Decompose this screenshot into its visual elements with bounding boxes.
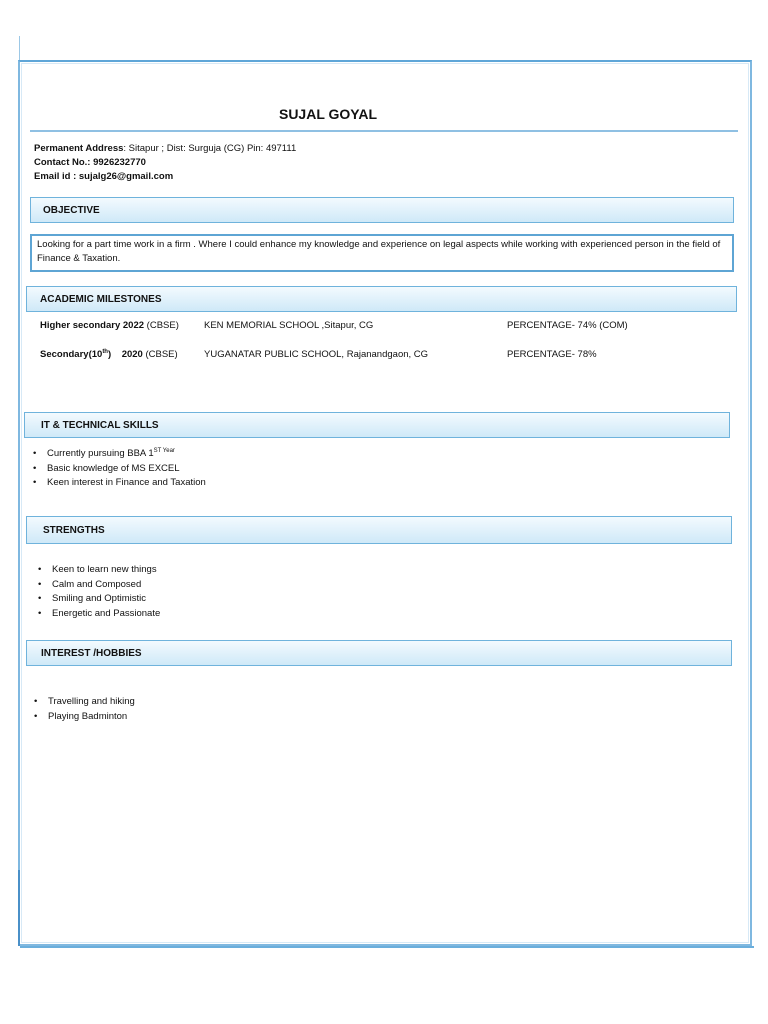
academic-row <box>40 320 628 331</box>
objective-text: Looking for a part time work in a firm . Where I could enhance my knowledge and experience on legal aspects while working with experienced person in the field of Finance & Taxation. <box>37 239 721 264</box>
hobbies-list <box>34 695 135 724</box>
left-edge-accent <box>18 870 20 946</box>
academic-school: KEN MEMORIAL SCHOOL ,Sitapur, CG <box>204 320 374 331</box>
skills-heading: IT & TECHNICAL SKILLS <box>24 412 730 438</box>
strengths-heading: STRENGTHS <box>26 516 732 544</box>
list-item: • Keen to learn new things <box>38 563 160 578</box>
academic-row <box>40 349 597 360</box>
list-item: • Energetic and Passionate <box>38 607 160 622</box>
academic-level: Higher secondary 2022 (CBSE) <box>40 320 179 331</box>
objective-heading: OBJECTIVE <box>30 197 734 223</box>
academic-level: Secondary(10th) 2020 (CBSE) <box>40 348 178 360</box>
address-value: : Sitapur ; Dist: Surguja (CG) Pin: 497111 <box>123 143 297 154</box>
resume-frame-inner <box>21 63 749 943</box>
left-edge-line <box>19 36 20 60</box>
list-item: • Smiling and Optimistic <box>38 592 160 607</box>
candidate-name: SUJAL GOYAL <box>278 106 378 122</box>
objective-text-box <box>30 234 734 272</box>
email-line: Email id : sujalg26@gmail.com <box>34 171 174 182</box>
contact-block <box>34 142 296 184</box>
address-line <box>34 142 296 156</box>
strengths-list <box>38 563 160 621</box>
academic-school: YUGANATAR PUBLIC SCHOOL, Rajanandgaon, CG <box>204 349 429 360</box>
list-item: • Travelling and hiking <box>34 695 135 710</box>
academic-percentage: PERCENTAGE- 78% <box>507 349 597 360</box>
address-label: Permanent Address <box>34 143 124 154</box>
phone-line: Contact No.: 9926232770 <box>34 157 146 168</box>
list-item: • Keen interest in Finance and Taxation <box>33 476 206 491</box>
academic-percentage: PERCENTAGE- 74% (COM) <box>507 320 628 331</box>
list-item: • Basic knowledge of MS EXCEL <box>33 462 206 477</box>
list-item: • Calm and Composed <box>38 578 160 593</box>
hobbies-heading: INTEREST /HOBBIES <box>26 640 732 666</box>
name-divider <box>30 130 738 132</box>
academic-heading: ACADEMIC MILESTONES <box>26 286 737 312</box>
bottom-border <box>20 946 754 948</box>
list-item: • Currently pursuing BBA $1^{ST Year}$ <box>33 447 206 462</box>
list-item: • Playing Badminton <box>34 710 135 725</box>
skills-list <box>33 447 206 491</box>
